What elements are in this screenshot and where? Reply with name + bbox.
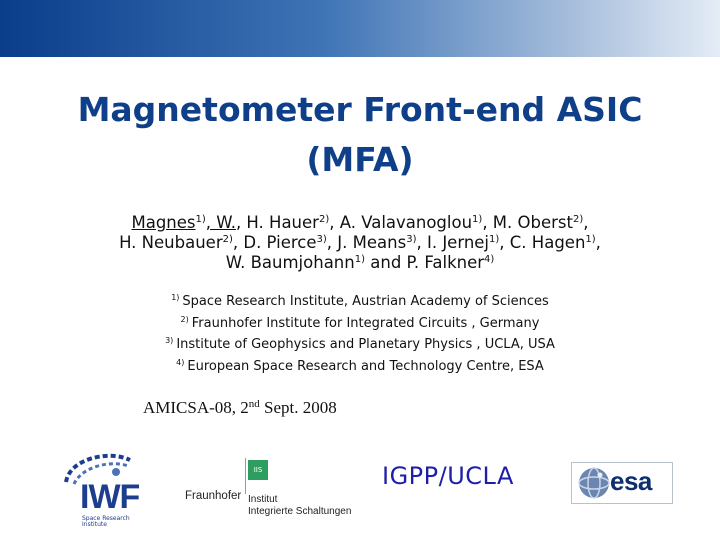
author-mark: 1) <box>489 234 500 245</box>
affiliation-mark: 4) <box>176 357 185 367</box>
author-name: , J. Means <box>326 233 407 252</box>
affiliation-text: Space Research Institute, Austrian Academy of Sciences <box>182 294 549 309</box>
header-banner <box>0 0 720 57</box>
author-mark: 2) <box>222 234 233 245</box>
affiliation-item <box>0 356 720 378</box>
author-name: , D. Pierce <box>232 233 317 252</box>
author-name: , M. Oberst <box>482 213 573 232</box>
affiliation-mark: 1) <box>171 293 180 302</box>
esa-globe-icon <box>574 463 614 503</box>
conference-name: AMICSA-08, 2 <box>143 398 249 417</box>
slide-title-abbrev: (MFA) <box>306 140 414 179</box>
iwf-logo <box>60 450 180 528</box>
author-name: , H. Hauer <box>235 213 319 232</box>
fraunhofer-institute <box>248 494 351 518</box>
author-mark: 1) <box>195 214 206 225</box>
affiliation-item <box>0 313 720 335</box>
affiliation-text: Fraunhofer Institute for Integrated Circuits , Germany <box>191 315 540 331</box>
affiliation-mark: 2) <box>180 314 189 324</box>
affiliation-text: European Space Research and Technology Centre, ESA <box>187 358 544 374</box>
author-mark: 1) <box>585 234 596 245</box>
fraunhofer-inst-line1: Institut <box>248 494 278 505</box>
conference-date: Sept. 2008 <box>259 398 337 417</box>
author-name: W. Baumjohann <box>225 253 355 272</box>
iwf-wordmark: IWF <box>80 478 140 516</box>
esa-wordmark: esa <box>610 466 652 496</box>
conference-ordinal: nd <box>248 398 260 410</box>
affiliation-list <box>0 291 720 377</box>
author-name: H. Neubauer <box>119 233 223 252</box>
author-sep: , <box>583 213 589 232</box>
iwf-subtitle: Space Research Institute <box>82 515 130 528</box>
fraunhofer-badge-icon: IIS <box>248 460 268 480</box>
author-name: , C. Hagen <box>499 233 586 252</box>
conference-line <box>143 398 337 418</box>
igpp-ucla-label: IGPP/UCLA <box>382 462 514 490</box>
author-mark: 1) <box>472 214 483 225</box>
author-mark: 4) <box>484 254 495 265</box>
author-name: , I. Jernej <box>416 233 490 252</box>
author-mark: 3) <box>316 234 327 245</box>
author-line-3 <box>0 253 720 273</box>
fraunhofer-inst-line2: Integrierte Schaltungen <box>248 506 352 517</box>
affiliation-item <box>0 291 720 313</box>
author-mark: 2) <box>573 214 584 225</box>
fraunhofer-wordmark: Fraunhofer <box>185 490 242 502</box>
affiliation-text: Institute of Geophysics and Planetary Physics , UCLA, USA <box>176 337 555 352</box>
slide-title: Magnetometer Front-end ASIC <box>77 90 643 129</box>
author-line-1 <box>0 213 720 233</box>
author-sep: , <box>595 233 601 252</box>
author-mark: 2) <box>318 214 330 225</box>
esa-logo <box>571 462 673 504</box>
author-name: , A. Valavanoglou <box>329 213 473 232</box>
author-mark: 1) <box>354 254 365 265</box>
fraunhofer-divider <box>245 458 246 494</box>
affiliation-mark: 3) <box>165 336 174 345</box>
author-name: , W. <box>205 213 236 232</box>
affiliation-item <box>0 334 720 356</box>
author-name: and P. Falkner <box>365 253 485 272</box>
author-list <box>0 213 720 273</box>
author-line-2 <box>0 233 720 253</box>
author-name: Magnes <box>131 213 196 232</box>
author-mark: 3) <box>406 234 417 245</box>
fraunhofer-logo <box>185 458 360 520</box>
